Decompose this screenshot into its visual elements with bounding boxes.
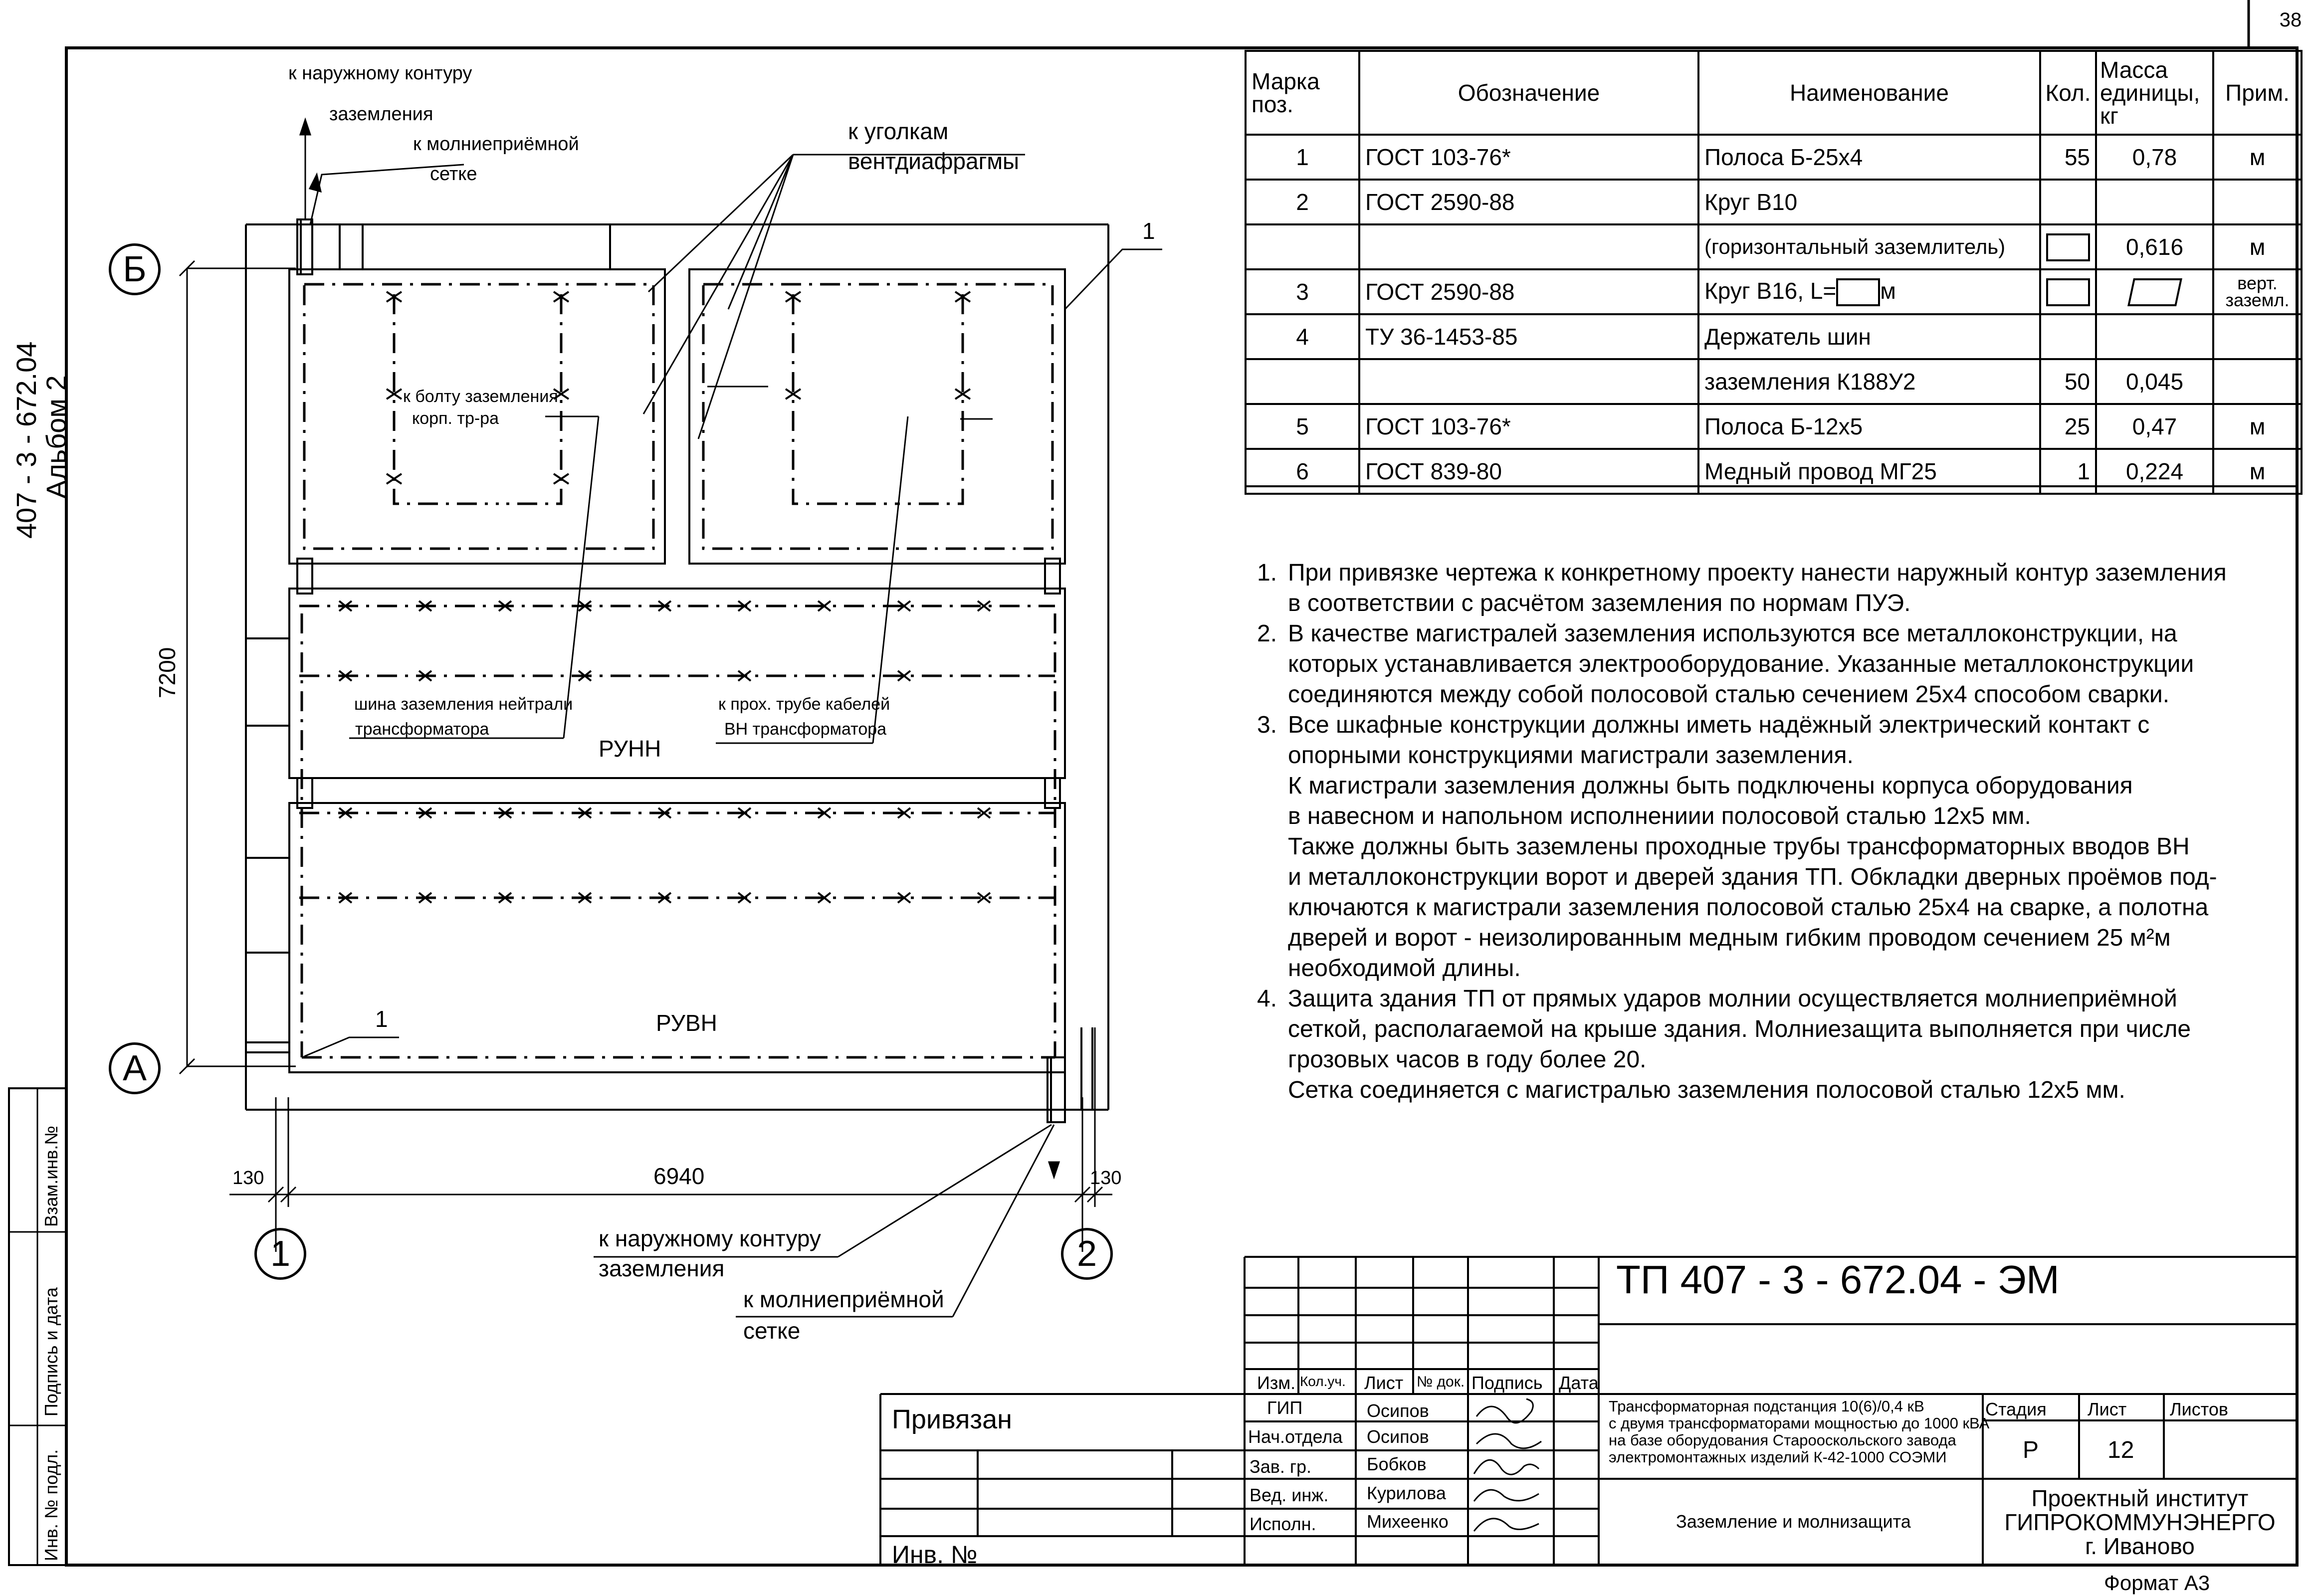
format-label: Формат А3 [2104,1571,2210,1595]
note-item: 1. При привязке чертежа к конкретному проекту нанести наружный контур заземления в соответствии с расчётом заземления по нормам ПУЭ. [1257,560,2227,616]
axis-2: 2 [1061,1228,1113,1280]
col-head-izm: Изм. [1257,1373,1296,1393]
axis-1: 1 [254,1228,306,1280]
role-gip: ГИП [1267,1397,1303,1418]
col-mark: Марка поз. [1246,51,1359,135]
label-outer-loop-top-2: заземления [329,104,433,125]
album-code: 407 - 3 - 672.04 [10,341,42,539]
sheets-head: Листов [2170,1399,2228,1419]
signatures [1474,1399,1541,1531]
spec-table [1245,50,2303,495]
sheet-title: Заземление и молнизащита [1676,1511,1911,1532]
table-row: заземления К188У2 50 0,045 [1246,359,2302,404]
name-lead-eng: Курилова [1367,1483,1446,1503]
bound-label: Привязан [892,1404,1012,1434]
label-vent-angles: к уголкам [848,118,949,144]
table-row: 2 ГОСТ 2590-88 Круг В10 [1246,180,2302,224]
blank-mass-box [2127,278,2182,306]
table-row: 1 ГОСТ 103-76* Полоса Б-25х4 55 0,78 м [1246,135,2302,180]
institute: Проектный институт ГИПРОКОММУНЭНЕРГО г. Иваново [2004,1485,2276,1559]
building-plan [246,224,1108,1110]
table-row: (горизонтальный заземлитель) 0,616 м [1246,224,2302,269]
label-transformer-bolt: к болту заземления [403,387,558,406]
name-executor: Михеенко [1367,1511,1449,1532]
blank-length-box [1836,278,1880,306]
label-pos1-top: 1 [1142,218,1155,244]
name-gip: Осипов [1367,1400,1429,1421]
label-cable-pipe: к прох. трубе кабелей [718,695,890,714]
label-neutral-bus: шина заземления нейтрали [354,695,573,714]
dim-left-offset: 130 [232,1168,264,1189]
sheet-number: 38 [2279,9,2302,31]
label-cable-pipe-2: ВН трансформатора [724,720,887,739]
sheet-value: 12 [2107,1437,2134,1463]
stamp-swap-inv: Взам.инв.№ [41,1125,61,1227]
label-outer-loop-bottom-2: заземления [599,1255,725,1281]
role-dept-head: Нач.отдела [1248,1426,1343,1447]
note-item: 2. В качестве магистралей заземления используются все металлоконструкции, на которых устанавливается электрооборудование. Указанные металлоконструкции соединяются между собой полосовой сталью сечением 25х4 способом сварки. [1257,620,2194,708]
sheet-head: Лист [2088,1399,2127,1419]
blank-qty-box [2046,278,2090,306]
col-head-list: Лист [1364,1373,1404,1393]
table-row: 6 ГОСТ 839-80 Медный провод МГ25 1 0,224 м [1246,449,2302,494]
table-row: 4 ТУ 36-1453-85 Держатель шин [1246,314,2302,359]
label-outer-loop-top: к наружному контуру [288,63,472,84]
col-note: Прим. [2213,51,2302,135]
stage-value: Р [2023,1437,2039,1463]
col-mass: Масса единицы, кг [2096,51,2213,135]
name-dept-head: Осипов [1367,1426,1429,1447]
note-item: 4. Защита здания ТП от прямых ударов молнии осуществляется молниеприёмной сеткой, располагаемой на крыше здания. Молниезащита выполняется при числе грозовых часов в году более 20. Сетка соединяется с магистралью заземления полосовой сталью 12х5 мм. [1257,986,2191,1103]
label-lightning-mesh-bottom: к молниеприёмной [743,1286,944,1312]
notes [1257,558,2295,1105]
label-ruvn: РУВН [656,1010,717,1036]
role-executor: Исполн. [1250,1514,1316,1534]
dim-height: 7200 [154,647,180,698]
col-qty: Кол. [2040,51,2096,135]
label-pos1-bottom: 1 [375,1006,388,1032]
role-group-head: Зав. гр. [1250,1456,1312,1477]
label-lightning-mesh-top-2: сетке [430,164,477,185]
stamp-inv-orig: Инв. № подл. [41,1449,61,1561]
axis-a: А [109,1042,161,1094]
col-designation: Обозначение [1359,51,1698,135]
dim-width: 6940 [653,1163,705,1189]
dim-right-offset: 130 [1090,1168,1122,1189]
label-outer-loop-bottom: к наружному контуру [599,1225,821,1251]
stamp-sign-date: Подпись и дата [41,1287,61,1416]
risers [297,219,1065,1122]
label-runn: РУНН [599,736,661,762]
role-lead-eng: Вед. инж. [1250,1485,1329,1505]
blank-qty-box [2046,233,2090,261]
label-transformer-bolt-2: корп. тр-ра [412,409,499,428]
spec-header-row [1246,51,2302,135]
document-code: ТП 407 - 3 - 672.04 - ЭМ [1616,1257,2060,1302]
table-row: 5 ГОСТ 103-76* Полоса Б-12х5 25 0,47 м [1246,404,2302,449]
table-row: 3 ГОСТ 2590-88 Круг В16, L= м верт. заземл. [1246,269,2302,314]
axis-b: Б [109,243,161,295]
col-head-kolutch: Кол.уч. [1300,1374,1346,1389]
col-name: Наименование [1698,51,2040,135]
inv-no-label: Инв. № [892,1541,978,1569]
label-lightning-mesh-bottom-2: сетке [743,1318,801,1344]
col-head-sign: Подпись [1471,1373,1543,1393]
stage-head: Стадия [1985,1399,2047,1419]
label-neutral-bus-2: трансформатора [355,720,489,739]
label-vent-angles-2: вентдиафрагмы [848,148,1020,174]
col-head-date: Дата [1559,1373,1599,1393]
note-item: 3. Все шкафные конструкции должны иметь надёжный электрический контакт с опорными конструкциями магистрали заземления. К магистрали заземления должны быть подключены корпуса оборудования в навесном и напольном исполнениии полосовой сталью 12х5 мм. Также должны быть заземлены проходные трубы трансформаторных вводов ВН и металлоконструкции ворот и дверей здания ТП. Обкладки дверных проёмов под- ключаются к магистрали заземления полосовой сталью 25х4 на сварке, а полотна дверей и ворот - неизолированным медным гибким проводом сечением 25 м²м необходимой длины. [1257,712,2217,982]
album-name: Альбом 2 [40,375,72,499]
name-group-head: Бобков [1367,1454,1427,1474]
project-description: Трансформаторная подстанция 10(6)/0,4 кВ с двумя трансформаторами мощностью до 1000 кВА на базе оборудования Старооскольского завода электромонтажных изделий К-42-1000 СОЭМИ [1609,1397,1990,1466]
col-head-doc: № док. [1417,1374,1465,1390]
label-lightning-mesh-top: к молниеприёмной [413,134,579,155]
